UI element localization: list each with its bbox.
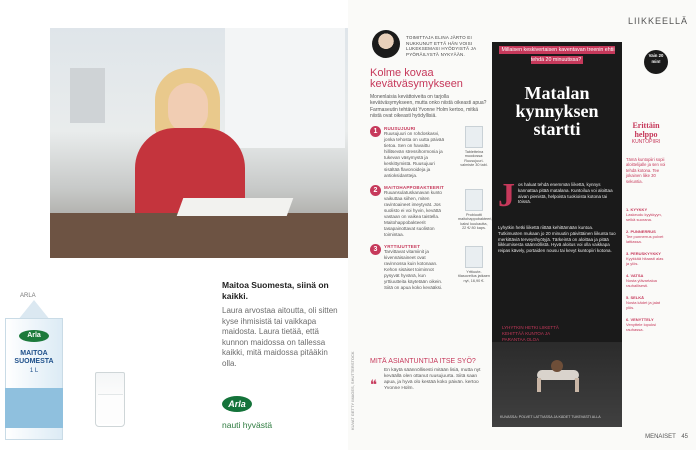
product-caption: Tabletteina muodossa: Ruusujuuri-valmiste 30 tabl. xyxy=(460,149,488,168)
portrait-photo xyxy=(50,28,348,258)
ad-text xyxy=(222,280,342,369)
exercise-desc: Kyykkää hitaasti alas ja ylös. xyxy=(626,256,664,266)
page-number: 45 xyxy=(681,434,688,440)
drop-cap: J xyxy=(498,177,515,214)
exercise-title: 4. VATSA xyxy=(626,273,644,278)
exercise-item xyxy=(626,251,666,266)
tip-title: RUUSUJUURI xyxy=(384,125,416,131)
product-image xyxy=(465,189,483,211)
product-image xyxy=(465,246,483,268)
tip-number: 2 xyxy=(370,185,381,196)
tip-item xyxy=(370,126,488,179)
tip-title: YRTTIUUTTEET xyxy=(384,243,421,249)
feature-caption: KUVASSA: POLVET LATTIASSA JA KÄDET TUKEVASTI ALLA xyxy=(500,415,601,419)
quote-text xyxy=(384,368,488,392)
milk-carton-top xyxy=(11,300,57,320)
milk-carton xyxy=(5,300,63,440)
photo-credit: KUVAT GETTY IMAGES, SHUTTERSTOCK xyxy=(350,351,355,430)
woman-arm-left xyxy=(537,378,541,392)
exercise-item xyxy=(626,273,666,288)
quote-body: En käytä säännöllisesti mitään lisiä, mutta nyt keväällä olen ottanut ruusujuurta. Siitä saan apua, ja hyvä olo kestää koko päivän. xyxy=(384,368,481,385)
exercise-list xyxy=(626,207,666,339)
expert-quote xyxy=(370,358,488,392)
tip-title: MAITOHAPPOBAKTEERIT xyxy=(384,184,444,190)
exercise-item xyxy=(626,229,666,244)
woman-arm-right xyxy=(575,378,579,392)
photo-papers xyxy=(177,198,294,216)
tip-text: Ruuansulatuskanavan kunto vaikuttaa siihen, miten ravintoaineet imeytyvät. Jos suolisto ei voi hyvin, kevättä vastaan on vaikea taistella. Maitohappobakteerit tasapainottavat suoliston toimintaa. xyxy=(384,189,442,237)
milk-brand: ARLA xyxy=(20,293,36,299)
milk-title: MAITOA SUOMESTA xyxy=(14,350,54,365)
feature-panel xyxy=(492,42,622,427)
sidebar-subheading: KUNTOPIIRI xyxy=(631,139,661,145)
feature-kicker-text: Millaisen keskivertaisen kaventavan treenin ehtii tehdä 20 minuutissa? xyxy=(501,47,615,63)
page-footer xyxy=(641,434,688,440)
exercise-desc: Tee punnerrus polvet lattiassa. xyxy=(626,234,664,244)
exercise-title: 1. KYYKKY xyxy=(626,207,648,212)
ad-lead: Maitoa Suomesta, siinä on kaikki. xyxy=(222,280,329,301)
exercise-title: 2. PUNNERRUS xyxy=(626,229,656,234)
photo-wall-art xyxy=(70,68,105,123)
tip-product xyxy=(458,189,493,231)
tips-title: Kolme kovaa kevätväsymykseen xyxy=(370,67,463,90)
product-caption: Probiootti maitohappobakteeri, kaksi kuukautta, 22 €/ 80 kaps. xyxy=(458,212,493,231)
photo-window xyxy=(225,28,345,148)
quote-attribution: kertoo Yvonne Holm. xyxy=(384,380,479,391)
exercise-item xyxy=(626,317,666,332)
woman-head xyxy=(551,360,563,372)
exercise-desc: Nosta kädet ja jalat ylös. xyxy=(626,300,661,310)
feature-body: os haluat tehdä enemmän liikettä, kynnys kannattaa pitää matalana. Kuntoilua voi aloittaa aivan pienistä, helpoista tuokioista kotona tai töissä. xyxy=(518,182,613,205)
tip-product xyxy=(458,126,490,168)
ad-body: Laura arvostaa aitoutta, oli sitten kyse ihmisistä tai vaikkapa maidosta. Laura tietää, että kunnon maidossa on tallessa kaikki, mitä maidossa pitääkin olla. xyxy=(222,306,338,368)
sidebar-intro: Tämä kuntopiiri sopii aloittelijalle ja sen voi tehdä kotona. Tee jokainen liike 30 sekuntia. xyxy=(626,157,666,184)
arla-logo: Arla xyxy=(222,396,252,412)
milk-carton-band xyxy=(5,388,63,428)
sidebar-heading: Erittäin helppo xyxy=(632,121,660,139)
tip-number: 1 xyxy=(370,126,381,137)
photo-table xyxy=(50,213,348,258)
exercise-title: 6. VENYTTELY xyxy=(626,317,654,322)
quote-mark-icon: ❝ xyxy=(370,378,377,393)
author-note: TOIMITTAJA ELINA JÄRTO EI NUKKUNUT ETTÄ HÄN VOISI LUKEKSEMASI HYÖDYISTÄ JA PYÖRÄILYSTÄ NYKYÄÄN. xyxy=(406,35,477,57)
feature-photo-woman xyxy=(527,360,589,390)
exercise-title: 5. SELKÄ xyxy=(626,295,645,300)
milk-glass-fill xyxy=(98,394,123,424)
tips-column xyxy=(370,67,493,297)
product-image xyxy=(465,126,483,148)
magazine-name: MENAISET xyxy=(645,434,676,440)
arla-slogan: nauti hyvästä xyxy=(222,420,273,430)
time-badge: Vain 20 min! xyxy=(644,50,668,74)
tip-product xyxy=(458,246,490,284)
feature-pullquote: LYHYTKIN HETKI LIIKETTÄ KEHITTÄÄ KUNTOA JA PARANTAA OLOA xyxy=(502,325,559,342)
exercise-desc: Laskeudu kyykkyyn, selkä suorana. xyxy=(626,212,662,222)
exercise-title: 3. PERUSKYYKKY xyxy=(626,251,661,256)
milk-logo: Arla xyxy=(19,330,49,342)
tip-text: Tarvittavat vitamiinit ja kivennäisaineet ovat ravinnossa kuin kotonaan. Kehon sisäiset toiminnot pysyvät hyvänä, kun yrttiuutteita käytetään oikein. Siitä on apua koko kevääksi. xyxy=(384,248,443,290)
exercise-desc: Nosta ylävartaloa rauhallisesti. xyxy=(626,278,657,288)
product-caption: Yrttiuute-tilasovellus jatkaen nyt, 16,90 €. xyxy=(458,269,490,283)
feature-kicker xyxy=(498,45,616,65)
section-tag: LIIKKEELLÄ xyxy=(627,16,688,26)
milk-subtitle: 1 L xyxy=(29,368,39,374)
tip-item xyxy=(370,184,493,238)
photo-face xyxy=(168,83,208,133)
tip-item xyxy=(370,244,488,291)
tips-intro: Monenlaisia kevättoiveita on tarjolla kevätväsymykseen, mutta onko niistä oikeasti apua? Farmaseutin tehtävät Yvonne Holm kertoo, mitkä niistä ovat oikeasti hyödyllisiä. xyxy=(370,94,487,120)
tip-number: 3 xyxy=(370,244,381,255)
exercise-item xyxy=(626,207,666,222)
exercise-desc: Venyttele lopuksi rauhassa. xyxy=(626,322,657,332)
author-avatar xyxy=(372,30,400,58)
feature-title: Matalan kynnyksen startti xyxy=(515,83,599,139)
exercise-item xyxy=(626,295,666,310)
tip-text: Ruusujuuri on rohdoskasvi, jonka tehosta on uutta päivää tietoa. Sen on havaittu hillitsevän stressihormonia ja tukevan väsymystä ja keskittymistä. Ruusujuuri sisältää flavonoideja ja antioksidantteja. xyxy=(384,130,445,178)
milk-glass xyxy=(95,372,125,427)
quote-label: MITÄ ASIANTUNTIJA ITSE SYÖ? xyxy=(370,358,476,365)
feature-body-continued: Lyhytkin hetki liikettä riittää kehittämään kuntoa. Tutkimusten mukaan jo 20 minuutin päivittäinen liikunta tuo merkittäviä terveyshyötyjä. Tärkeintä on aloittaa ja pitää liikkumisesta säännöllistä. Hyvä aloitus voi olla vaikkapa reipas kävely, portaiden nousu tai kevyt kuntopiiri kotona. xyxy=(498,225,616,254)
